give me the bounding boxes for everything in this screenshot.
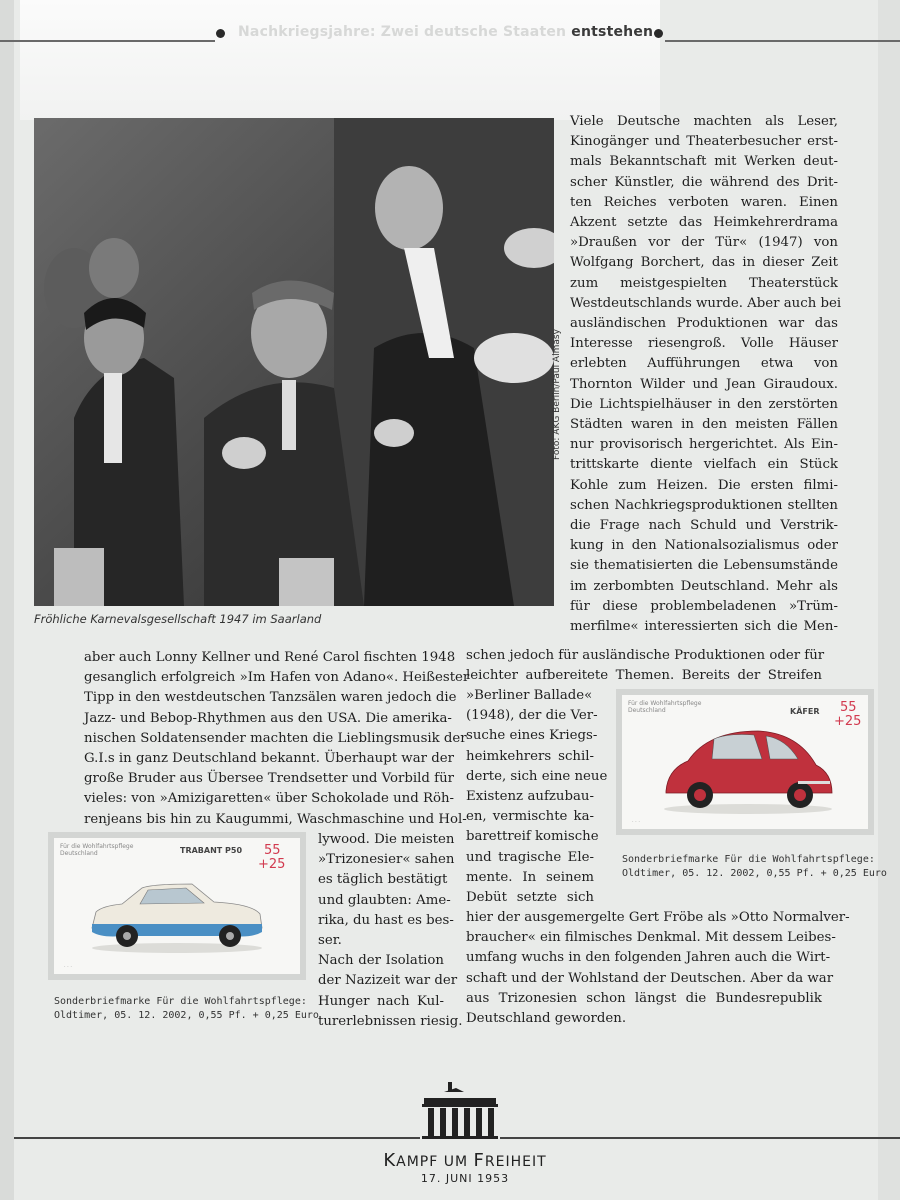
- footer-title-part: AMPF UM: [396, 1154, 474, 1170]
- text-line: barettreif komische: [466, 829, 599, 845]
- right-column: [570, 112, 842, 637]
- text-line: Existenz aufzubau-: [466, 789, 594, 805]
- text-line: leichter aufbereitete Themen. Bereits der Streifen: [466, 668, 822, 684]
- text-line: ten Reiches verboten waren. Einen: [570, 194, 838, 210]
- kaefer-car-illustration: [658, 721, 838, 817]
- text-line: Hunger nach Kul-: [318, 993, 444, 1009]
- text-line: aus Trizonesien schon längst die Bundesrepublik: [466, 990, 822, 1006]
- left-column-top: [84, 648, 470, 830]
- header-rule-right: [665, 40, 900, 42]
- text-line: en, vermischte ka-: [466, 809, 594, 825]
- left-column-narrow: [318, 830, 463, 1032]
- text-line: Wolfgang Borchert, das in dieser Zeit: [570, 255, 838, 271]
- text-line: »Draußen vor der Tür« (1947) von: [570, 235, 838, 251]
- text-line: suche eines Kriegs-: [466, 728, 598, 744]
- stamp-kaefer: [622, 695, 868, 829]
- text-line: Deutschland geworden.: [466, 1011, 627, 1027]
- text-line: kung in den Nationalsozialismus oder: [570, 538, 838, 554]
- stamp-trabant-caption: [54, 995, 319, 1023]
- text-line: turerlebnissen riesig.: [318, 1013, 463, 1029]
- text-line: Städten waren in den meisten Fällen: [570, 417, 838, 433]
- trabant-car-illustration: [82, 876, 272, 956]
- text-line: Kinogänger und Theaterbesucher erst-: [570, 134, 838, 150]
- footer-rule-right: [500, 1137, 900, 1139]
- text-line: zum meistgespielten Theaterstück: [570, 275, 838, 291]
- text-line: scher Künstler, die während des Drit-: [570, 174, 838, 190]
- text-line: Thornton Wilder und Jean Giraudoux.: [570, 376, 838, 392]
- stamp-value-bottom: +25: [258, 857, 286, 872]
- text-line: braucher« ein filmisches Denkmal. Mit dessem Leibes-: [466, 930, 836, 946]
- text-line: schaft und der Wohlstand der Deutschen. Aber da war: [466, 970, 834, 986]
- stamp-name: TRABANT P50: [180, 846, 243, 855]
- stamp-value-top: 55: [840, 700, 857, 715]
- text-line: der Nazizeit war der: [318, 973, 458, 989]
- text-line: nur provisorisch hergerichtet. Als Ein-: [570, 437, 838, 453]
- text-line: erlebten Aufführungen etwa von: [570, 356, 838, 372]
- text-line: es täglich bestätigt: [318, 872, 448, 888]
- footer-title: [300, 1150, 630, 1171]
- text-line: mals Bekanntschaft mit Werken deut-: [570, 154, 838, 170]
- brandenburg-gate-logo: [420, 1080, 500, 1140]
- text-line: »Trizonesier« sahen: [318, 852, 455, 868]
- text-line: (1948), der die Ver-: [466, 708, 598, 724]
- text-line: hier der ausgemergelte Gert Fröbe als »Otto Normalver-: [466, 910, 850, 925]
- text-line: Tipp in den westdeutschen Tanzsälen waren jedoch die: [84, 690, 457, 706]
- text-line: aber auch Lonny Kellner und René Carol fischten 1948: [84, 650, 456, 665]
- text-line: schen jedoch für ausländische Produktionen oder für: [466, 648, 825, 663]
- text-line: Nach der Isolation: [318, 953, 444, 969]
- page-edge-right: [878, 0, 900, 1200]
- stamp-trabant: [54, 838, 300, 974]
- header-rule-left: [0, 40, 215, 42]
- stamp-small-text: Für die Wohlfahrtspflege Deutschland: [628, 700, 702, 714]
- text-line: merfilme« interessierten sich die Men-: [570, 619, 838, 635]
- text-line: im zerbombten Deutschland. Mehr als: [570, 578, 838, 594]
- text-line: rika, du hast es bes-: [318, 912, 454, 928]
- text-line: heimkehrers schil-: [466, 748, 594, 764]
- header-bullet-right: [654, 29, 663, 38]
- middle-column-wide: [466, 646, 825, 686]
- text-line: nischen Soldatensender machten die Lieblingsmusik der: [84, 730, 467, 746]
- stamp-caption-line: Oldtimer, 05. 12. 2002, 0,55 Pf. + 0,25 Euro: [54, 1010, 319, 1021]
- text-line: Viele Deutsche machten als Leser,: [570, 114, 838, 129]
- stamp-caption-line: Sonderbriefmarke Für die Wohlfahrtspflege:: [54, 996, 307, 1007]
- text-line: renjeans bis hin zu Kaugummi, Waschmaschine und Hol-: [84, 811, 467, 827]
- stamp-caption-line: Oldtimer, 05. 12. 2002, 0,55 Pf. + 0,25 Euro: [622, 868, 887, 879]
- text-line: ser.: [318, 933, 342, 949]
- text-line: »Berliner Ballade«: [466, 688, 593, 703]
- text-line: schen Nachkriegsproduktionen stellten: [570, 497, 838, 513]
- text-line: gesanglich erfolgreich »Im Hafen von Adano«. Heißester: [84, 670, 470, 686]
- text-line: umfang wuchs in den folgenden Jahren auch die Wirt-: [466, 950, 831, 966]
- text-line: vieles: von »Amizigaretten« über Schokolade und Röh-: [84, 791, 455, 807]
- stamp-value-bottom: +25: [834, 714, 862, 729]
- text-line: mente. In seinem: [466, 869, 594, 885]
- stamp-value-top: 55: [264, 843, 281, 858]
- text-line: Akzent setzte das Heimkehrerdrama: [570, 215, 838, 231]
- text-line: Jazz- und Bebop-Rhythmen aus den USA. Die amerika-: [84, 710, 452, 726]
- footer-title-part: REIHEIT: [484, 1154, 547, 1170]
- footer-title-initial-k: K: [383, 1150, 397, 1171]
- stamp-footer-text: · · ·: [632, 819, 640, 825]
- text-line: für diese problembeladenen »Trüm-: [570, 598, 838, 614]
- text-line: derte, sich eine neue: [466, 768, 608, 784]
- text-line: und glaubten: Ame-: [318, 892, 451, 908]
- section-title-faded: Nachkriegsjahre: Zwei deutsche Staaten: [238, 24, 572, 40]
- light-glare: [20, 0, 660, 120]
- section-title-visible: entstehen: [571, 24, 654, 40]
- page-edge: [0, 0, 14, 1200]
- text-line: große Bruder aus Übersee Trendsetter und Vorbild für: [84, 771, 454, 787]
- text-line: die Frage nach Schuld und Verstrik-: [570, 518, 838, 534]
- middle-column-bottom: [466, 908, 850, 1029]
- stamp-footer-text: · · ·: [64, 964, 72, 970]
- text-line: Kohle zum Heizen. Die ersten filmi-: [570, 477, 838, 493]
- text-line: lywood. Die meisten: [318, 832, 455, 847]
- text-line: Interesse riesengroß. Volle Häuser: [570, 336, 838, 352]
- text-line: Debüt setzte sich: [466, 890, 594, 906]
- photo-credit: Foto: AKG Berlin/Paul Almasy: [552, 329, 562, 460]
- stamp-kaefer-caption: [622, 853, 887, 881]
- text-line: ausländischen Produktionen war das: [570, 316, 838, 332]
- footer-rule-left: [14, 1137, 420, 1139]
- stamp-name: KÄFER: [790, 707, 820, 716]
- photo-caption: Fröhliche Karnevalsgesellschaft 1947 im Saarland: [34, 612, 322, 626]
- carnival-photo-illustration: [34, 118, 554, 606]
- footer-title-initial-f: F: [473, 1150, 485, 1171]
- text-line: sie thematisierten die Lebensumstände: [570, 558, 838, 574]
- historic-photo: [34, 118, 554, 606]
- text-line: Die Lichtspielhäuser in den zerstörten: [570, 396, 838, 412]
- text-line: G.I.s in ganz Deutschland bekannt. Überhaupt war der: [84, 751, 454, 767]
- footer-date: 17. JUNI 1953: [420, 1172, 510, 1185]
- text-line: trittskarte diente vielfach ein Stück: [570, 457, 838, 473]
- section-title: [238, 24, 654, 40]
- header-bullet-left: [216, 29, 225, 38]
- middle-column-narrow: [466, 686, 608, 908]
- text-line: Westdeutschlands wurde. Aber auch bei: [570, 295, 842, 311]
- stamp-small-text: Für die Wohlfahrtspflege Deutschland: [60, 843, 134, 857]
- text-line: und tragische Ele-: [466, 849, 594, 865]
- stamp-caption-line: Sonderbriefmarke Für die Wohlfahrtspflege:: [622, 854, 875, 865]
